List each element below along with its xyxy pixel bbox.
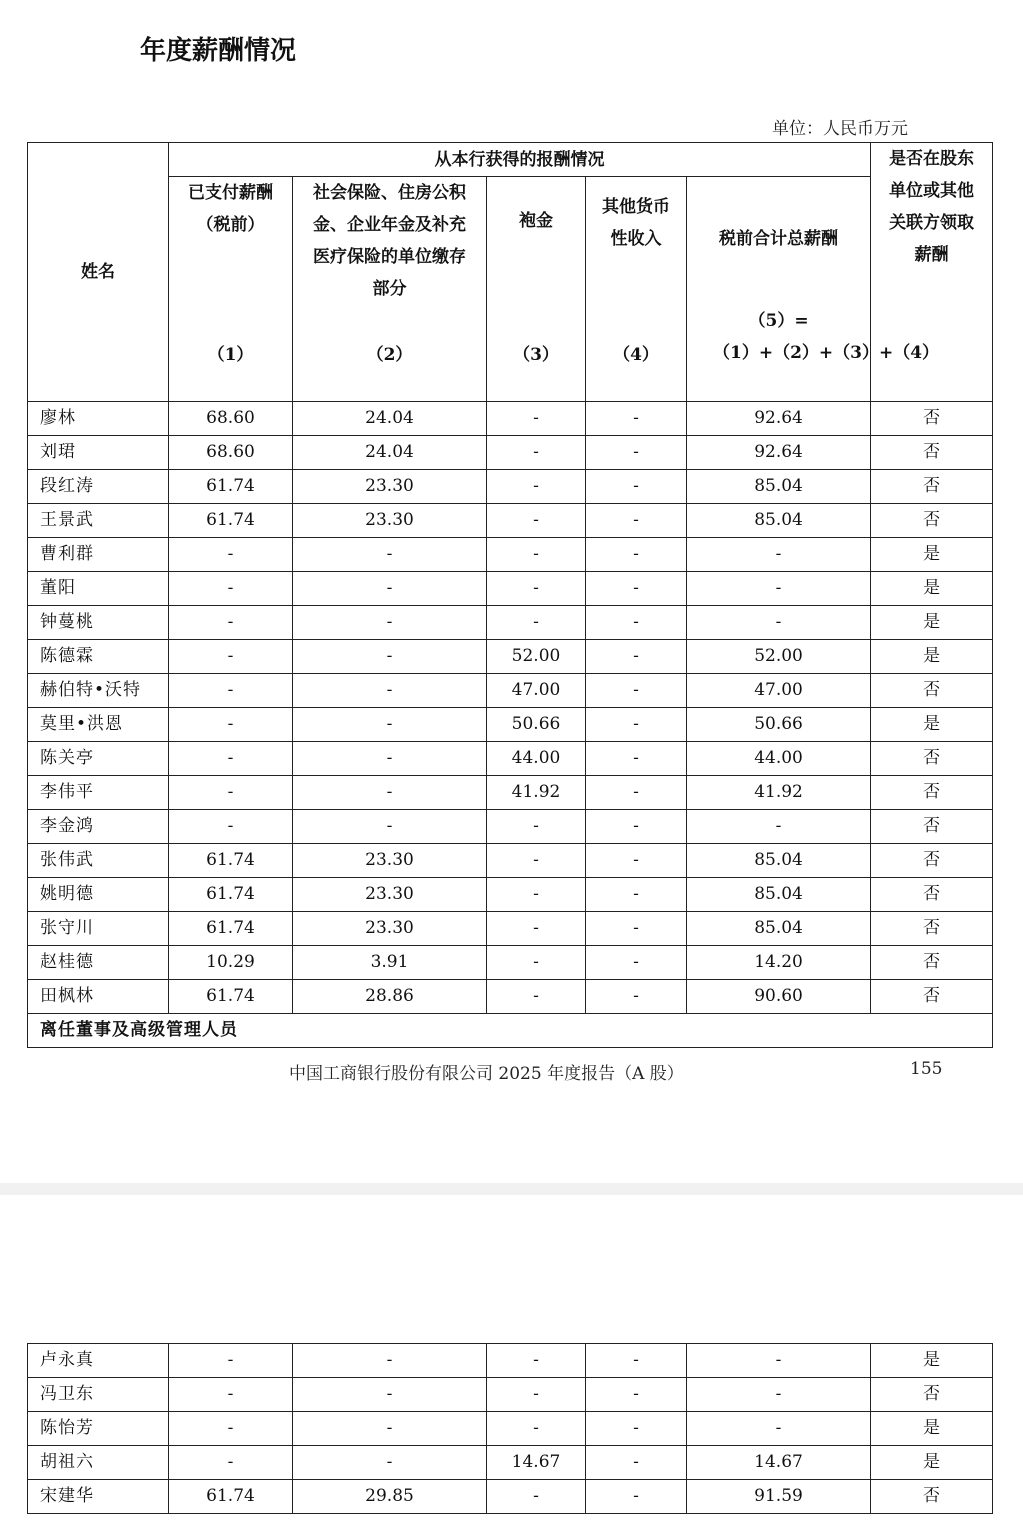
cell-c4: - [586, 1446, 687, 1480]
cell-c6: 否 [871, 844, 993, 878]
cell-c2: - [293, 674, 487, 708]
person-name: 王景武 [28, 504, 169, 538]
table-row [28, 1480, 993, 1514]
cell-c5: 91.59 [687, 1480, 871, 1514]
page-number: 155 [910, 1059, 943, 1079]
cell-c6: 否 [871, 1480, 993, 1514]
person-name: 张伟武 [28, 844, 169, 878]
table-row [28, 1446, 993, 1480]
cell-c1: - [169, 572, 293, 606]
cell-c4: - [586, 776, 687, 810]
person-name: 姚明德 [28, 878, 169, 912]
person-name: 赫伯特•沃特 [28, 674, 169, 708]
cell-c3: - [487, 606, 586, 640]
cell-c2: - [293, 776, 487, 810]
cell-c3: 50.66 [487, 708, 586, 742]
cell-c4: - [586, 606, 687, 640]
cell-c1: - [169, 708, 293, 742]
table-row [28, 810, 993, 844]
cell-c6: 否 [871, 878, 993, 912]
table-row [28, 1412, 993, 1446]
cell-c2: 23.30 [293, 504, 487, 538]
cell-c2: 29.85 [293, 1480, 487, 1514]
cell-c4: - [586, 436, 687, 470]
header-col6: 是否在股东单位或其他关联方领取薪酬 [871, 143, 993, 402]
header-col3: 袍金 （3） [487, 177, 586, 402]
cell-c1: 61.74 [169, 980, 293, 1014]
cell-c1: - [169, 742, 293, 776]
table-row [28, 436, 993, 470]
cell-c5: 14.67 [687, 1446, 871, 1480]
cell-c1: 61.74 [169, 470, 293, 504]
header-col1: 已支付薪酬（税前） （1） [169, 177, 293, 402]
table-row [28, 606, 993, 640]
report-page-156 [0, 1195, 1023, 1524]
cell-c2: 28.86 [293, 980, 487, 1014]
cell-c3: - [487, 1344, 586, 1378]
cell-c5: - [687, 572, 871, 606]
cell-c5: - [687, 1344, 871, 1378]
cell-c1: - [169, 1378, 293, 1412]
cell-c2: 24.04 [293, 402, 487, 436]
cell-c1: - [169, 1412, 293, 1446]
cell-c1: - [169, 1344, 293, 1378]
cell-c2: - [293, 606, 487, 640]
cell-c3: 14.67 [487, 1446, 586, 1480]
cell-c4: - [586, 708, 687, 742]
cell-c5: - [687, 1412, 871, 1446]
person-name: 赵桂德 [28, 946, 169, 980]
person-name: 卢永真 [28, 1344, 169, 1378]
footer-text: 中国工商银行股份有限公司 2025 年度报告（A 股） [289, 1064, 684, 1084]
table-row [28, 1344, 993, 1378]
cell-c2: - [293, 538, 487, 572]
cell-c1: - [169, 776, 293, 810]
person-name: 宋建华 [28, 1480, 169, 1514]
cell-c6: 是 [871, 1412, 993, 1446]
cell-c2: 23.30 [293, 844, 487, 878]
person-name: 胡祖六 [28, 1446, 169, 1480]
header-group: 从本行获得的报酬情况 [169, 143, 871, 177]
person-name: 陈关亭 [28, 742, 169, 776]
cell-c2: - [293, 1446, 487, 1480]
cell-c1: - [169, 810, 293, 844]
cell-c3: - [487, 810, 586, 844]
table-row [28, 980, 993, 1014]
cell-c2: 3.91 [293, 946, 487, 980]
table-row [28, 640, 993, 674]
person-name: 李伟平 [28, 776, 169, 810]
cell-c2: 23.30 [293, 470, 487, 504]
cell-c5: 85.04 [687, 912, 871, 946]
header-col2: 社会保险、住房公积金、企业年金及补充医疗保险的单位缴存部分 （2） [293, 177, 487, 402]
cell-c5: - [687, 1378, 871, 1412]
compensation-table-continued [27, 1343, 993, 1514]
cell-c5: 85.04 [687, 504, 871, 538]
cell-c1: 68.60 [169, 436, 293, 470]
cell-c4: - [586, 844, 687, 878]
cell-c4: - [586, 1344, 687, 1378]
cell-c3: - [487, 572, 586, 606]
cell-c3: - [487, 980, 586, 1014]
cell-c4: - [586, 980, 687, 1014]
cell-c6: 否 [871, 436, 993, 470]
cell-c1: 61.74 [169, 504, 293, 538]
table-row [28, 402, 993, 436]
cell-c3: 52.00 [487, 640, 586, 674]
cell-c1: 68.60 [169, 402, 293, 436]
cell-c3: - [487, 504, 586, 538]
cell-c6: 否 [871, 946, 993, 980]
person-name: 钟蔓桃 [28, 606, 169, 640]
cell-c3: - [487, 402, 586, 436]
unit-label: 单位：人民币万元 [772, 119, 908, 139]
table-row [28, 708, 993, 742]
cell-c6: 是 [871, 538, 993, 572]
cell-c6: 否 [871, 980, 993, 1014]
person-name: 曹利群 [28, 538, 169, 572]
cell-c3: - [487, 1412, 586, 1446]
cell-c1: 61.74 [169, 912, 293, 946]
header-col5: 税前合计总薪酬 （5）=（1）+（2）+（3）+（4） [687, 177, 871, 402]
cell-c2: - [293, 1344, 487, 1378]
cell-c5: 41.92 [687, 776, 871, 810]
cell-c6: 是 [871, 640, 993, 674]
cell-c5: 50.66 [687, 708, 871, 742]
cell-c4: - [586, 878, 687, 912]
person-name: 陈怡芳 [28, 1412, 169, 1446]
cell-c6: 否 [871, 674, 993, 708]
table-row [28, 742, 993, 776]
cell-c5: 90.60 [687, 980, 871, 1014]
cell-c1: - [169, 640, 293, 674]
cell-c2: - [293, 708, 487, 742]
cell-c6: 是 [871, 606, 993, 640]
cell-c3: - [487, 1378, 586, 1412]
cell-c4: - [586, 572, 687, 606]
table-row [28, 538, 993, 572]
cell-c1: - [169, 606, 293, 640]
cell-c3: - [487, 436, 586, 470]
cell-c4: - [586, 1378, 687, 1412]
cell-c5: 14.20 [687, 946, 871, 980]
cell-c5: 85.04 [687, 470, 871, 504]
cell-c6: 否 [871, 402, 993, 436]
cell-c6: 否 [871, 742, 993, 776]
cell-c4: - [586, 742, 687, 776]
table-row [28, 776, 993, 810]
cell-c1: - [169, 1446, 293, 1480]
cell-c5: 52.00 [687, 640, 871, 674]
cell-c4: - [586, 810, 687, 844]
cell-c5: 85.04 [687, 878, 871, 912]
cell-c6: 否 [871, 1378, 993, 1412]
person-name: 段红涛 [28, 470, 169, 504]
cell-c3: - [487, 912, 586, 946]
cell-c2: - [293, 810, 487, 844]
cell-c5: 92.64 [687, 436, 871, 470]
cell-c4: - [586, 402, 687, 436]
person-name: 李金鸿 [28, 810, 169, 844]
cell-c1: - [169, 538, 293, 572]
person-name: 陈德霖 [28, 640, 169, 674]
cell-c5: - [687, 538, 871, 572]
table-row [28, 912, 993, 946]
cell-c3: - [487, 538, 586, 572]
person-name: 廖林 [28, 402, 169, 436]
cell-c3: 44.00 [487, 742, 586, 776]
cell-c6: 否 [871, 470, 993, 504]
cell-c4: - [586, 470, 687, 504]
cell-c6: 是 [871, 572, 993, 606]
cell-c3: - [487, 946, 586, 980]
cell-c2: - [293, 1412, 487, 1446]
cell-c3: 47.00 [487, 674, 586, 708]
cell-c1: - [169, 674, 293, 708]
table-row [28, 470, 993, 504]
person-name: 董阳 [28, 572, 169, 606]
cell-c5: - [687, 810, 871, 844]
table-row [28, 878, 993, 912]
section-former-directors: 离任董事及高级管理人员 [28, 1014, 993, 1048]
cell-c4: - [586, 912, 687, 946]
compensation-table [27, 142, 993, 1048]
page-title: 年度薪酬情况 [140, 36, 297, 66]
cell-c6: 是 [871, 1344, 993, 1378]
cell-c2: - [293, 1378, 487, 1412]
cell-c5: 85.04 [687, 844, 871, 878]
cell-c4: - [586, 674, 687, 708]
header-name: 姓名 [28, 143, 169, 402]
cell-c5: 47.00 [687, 674, 871, 708]
table-row [28, 946, 993, 980]
cell-c4: - [586, 504, 687, 538]
table-row [28, 674, 993, 708]
cell-c6: 否 [871, 810, 993, 844]
person-name: 刘珺 [28, 436, 169, 470]
cell-c6: 否 [871, 776, 993, 810]
person-name: 冯卫东 [28, 1378, 169, 1412]
cell-c5: 92.64 [687, 402, 871, 436]
cell-c6: 否 [871, 504, 993, 538]
table-row [28, 504, 993, 538]
person-name: 田枫林 [28, 980, 169, 1014]
cell-c1: 61.74 [169, 1480, 293, 1514]
cell-c4: - [586, 946, 687, 980]
cell-c1: 10.29 [169, 946, 293, 980]
cell-c3: 41.92 [487, 776, 586, 810]
cell-c3: - [487, 1480, 586, 1514]
cell-c2: 24.04 [293, 436, 487, 470]
cell-c4: - [586, 1412, 687, 1446]
cell-c5: 44.00 [687, 742, 871, 776]
cell-c6: 否 [871, 912, 993, 946]
cell-c4: - [586, 538, 687, 572]
table-row [28, 572, 993, 606]
cell-c6: 是 [871, 1446, 993, 1480]
person-name: 张守川 [28, 912, 169, 946]
table-row [28, 1378, 993, 1412]
cell-c2: - [293, 572, 487, 606]
cell-c3: - [487, 844, 586, 878]
cell-c1: 61.74 [169, 844, 293, 878]
person-name: 莫里•洪恩 [28, 708, 169, 742]
cell-c2: - [293, 640, 487, 674]
header-col4: 其他货币性收入 （4） [586, 177, 687, 402]
cell-c1: 61.74 [169, 878, 293, 912]
cell-c3: - [487, 470, 586, 504]
cell-c3: - [487, 878, 586, 912]
page-separator [0, 1183, 1023, 1195]
cell-c4: - [586, 1480, 687, 1514]
cell-c4: - [586, 640, 687, 674]
cell-c2: - [293, 742, 487, 776]
table-row [28, 844, 993, 878]
cell-c2: 23.30 [293, 912, 487, 946]
cell-c6: 是 [871, 708, 993, 742]
cell-c2: 23.30 [293, 878, 487, 912]
cell-c5: - [687, 606, 871, 640]
